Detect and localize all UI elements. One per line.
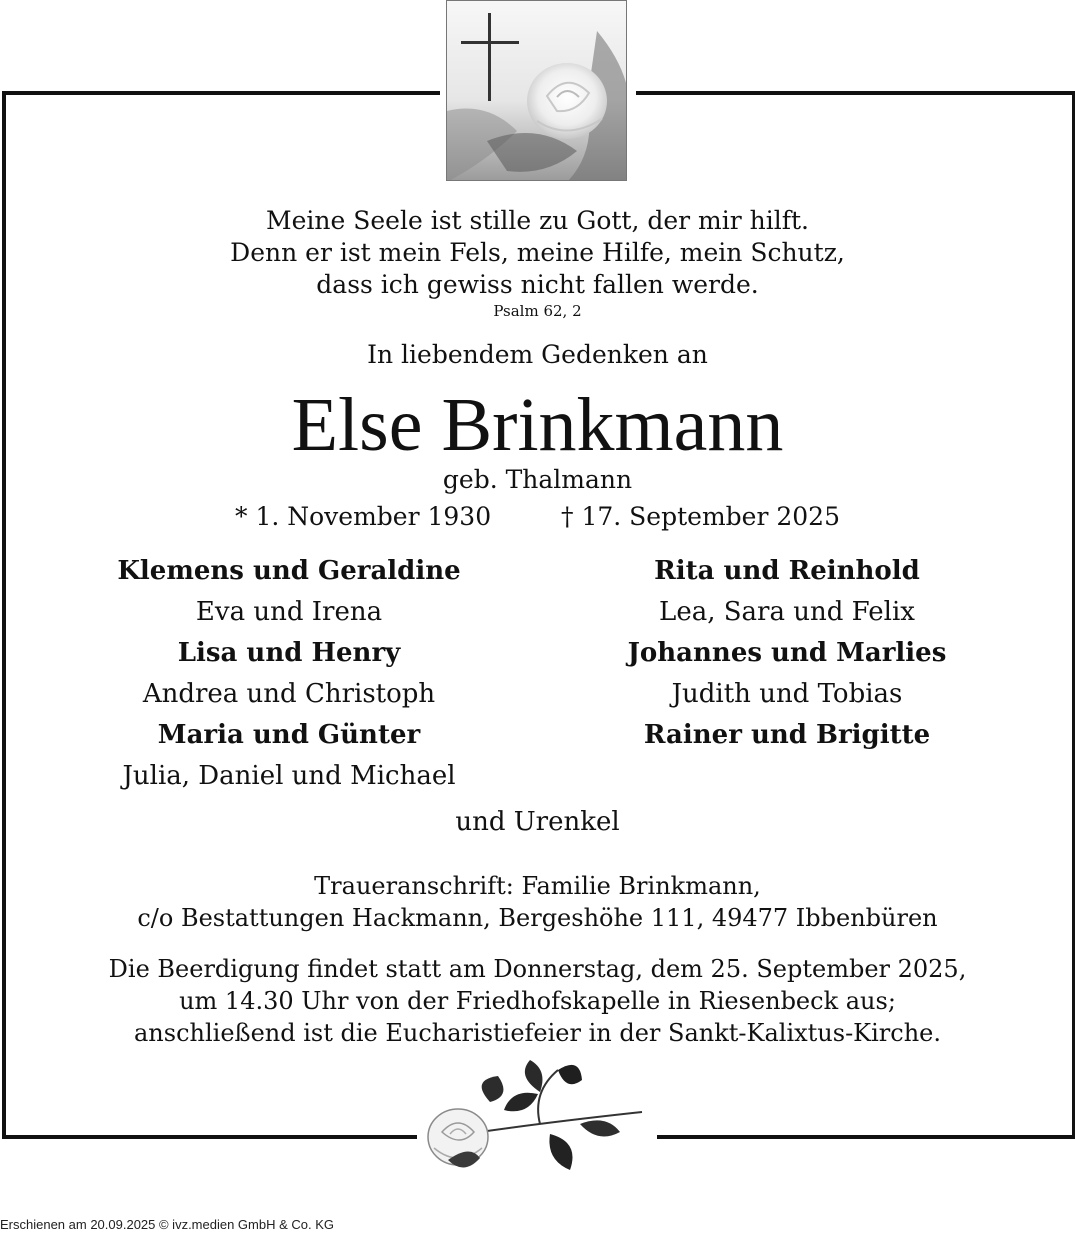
birth-date: * 1. November 1930 bbox=[235, 502, 492, 531]
family-entry: Rita und Reinhold bbox=[654, 556, 920, 586]
bible-verse bbox=[0, 205, 1075, 301]
cross-rose-photo-icon bbox=[446, 0, 627, 181]
great-grandchildren-line: und Urenkel bbox=[455, 807, 620, 837]
life-dates bbox=[0, 502, 1075, 531]
family-entry: Johannes und Marlies bbox=[627, 638, 947, 668]
mourning-address bbox=[0, 870, 1075, 934]
verse-line: Denn er ist mein Fels, meine Hilfe, mein Schutz, bbox=[230, 238, 845, 267]
family-list-right bbox=[577, 551, 997, 756]
address-line: Traueranschrift: Familie Brinkmann, bbox=[314, 872, 761, 900]
verse-line: dass ich gewiss nicht fallen werde. bbox=[316, 270, 759, 299]
death-date: † 17. September 2025 bbox=[561, 502, 840, 531]
family-list-left bbox=[79, 551, 499, 797]
funeral-line: Die Beerdigung findet statt am Donnerstag, dem 25. September 2025, bbox=[108, 955, 967, 983]
funeral-line: anschließend ist die Eucharistiefeier in der Sankt-Kalixtus-Kirche. bbox=[134, 1019, 941, 1047]
rose-icon bbox=[420, 1052, 660, 1177]
family-entry: Rainer und Brigitte bbox=[643, 720, 931, 750]
deceased-name: Else Brinkmann bbox=[291, 383, 784, 467]
family-entry: Julia, Daniel und Michael bbox=[122, 761, 456, 791]
memorial-intro: In liebendem Gedenken an bbox=[367, 340, 708, 369]
funeral-info bbox=[0, 953, 1075, 1049]
family-entry: Klemens und Geraldine bbox=[117, 556, 461, 586]
address-line: c/o Bestattungen Hackmann, Bergeshöhe 111, 49477 Ibbenbüren bbox=[137, 904, 938, 932]
verse-source: Psalm 62, 2 bbox=[493, 302, 582, 320]
maiden-name: geb. Thalmann bbox=[442, 465, 633, 494]
family-entry: Judith und Tobias bbox=[671, 679, 903, 709]
family-entry: Eva und Irena bbox=[195, 597, 383, 627]
funeral-line: um 14.30 Uhr von der Friedhofskapelle in Riesenbeck aus; bbox=[179, 987, 896, 1015]
family-entry: Andrea und Christoph bbox=[142, 679, 436, 709]
family-entry: Lea, Sara und Felix bbox=[659, 597, 915, 627]
family-entry: Maria und Günter bbox=[157, 720, 421, 750]
family-entry: Lisa und Henry bbox=[177, 638, 401, 668]
verse-line: Meine Seele ist stille zu Gott, der mir hilft. bbox=[266, 206, 809, 235]
publication-credit: Erschienen am 20.09.2025 © ivz.medien GmbH & Co. KG bbox=[0, 1217, 335, 1232]
